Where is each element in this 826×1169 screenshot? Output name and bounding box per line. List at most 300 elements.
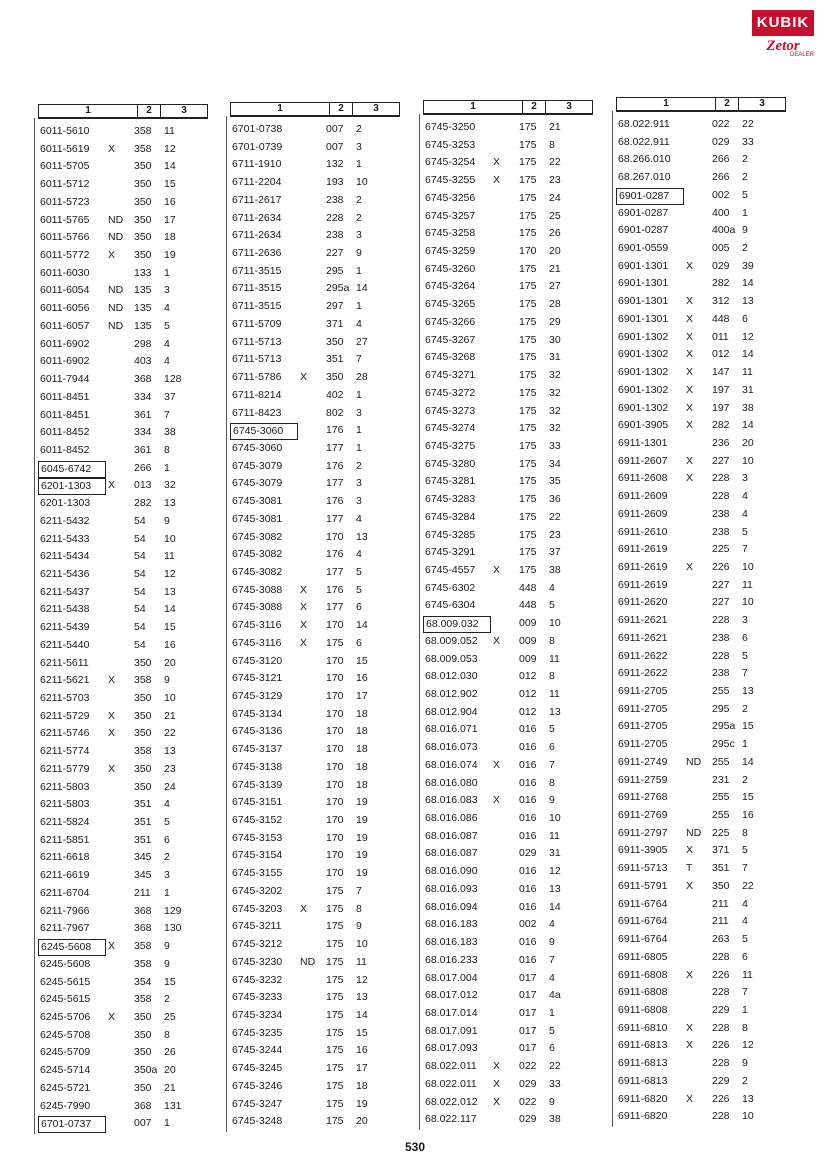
item-ref: 10 xyxy=(742,1110,754,1123)
page-ref: 175 xyxy=(519,457,537,470)
index-row xyxy=(38,1027,208,1045)
item-ref: 38 xyxy=(549,1113,561,1126)
index-row xyxy=(230,139,400,157)
index-row xyxy=(423,580,593,598)
index-row xyxy=(38,796,208,814)
item-ref: 13 xyxy=(356,991,368,1004)
index-row xyxy=(38,903,208,921)
item-ref: 16 xyxy=(356,1044,368,1057)
page-ref: 345 xyxy=(134,869,152,882)
part-number: 6901-0287 xyxy=(618,206,669,219)
index-row xyxy=(423,668,593,686)
part-flag: X xyxy=(108,1010,116,1023)
part-number: 6901-0287 xyxy=(616,188,684,205)
item-ref: 26 xyxy=(549,227,561,240)
item-ref: 15 xyxy=(356,654,368,667)
item-ref: 2 xyxy=(356,211,362,224)
index-row xyxy=(38,389,208,407)
part-number: 6711-1910 xyxy=(232,158,282,171)
item-ref: 38 xyxy=(164,426,176,439)
item-ref: 20 xyxy=(164,1064,176,1077)
item-ref: 18 xyxy=(356,725,368,738)
page-ref: 350 xyxy=(134,1081,152,1094)
header-label-2: 2 xyxy=(137,105,160,117)
item-ref: 21 xyxy=(164,709,176,722)
index-row xyxy=(423,775,593,793)
index-row xyxy=(423,863,593,881)
page-ref: 175 xyxy=(519,280,537,293)
index-row xyxy=(423,420,593,438)
page-ref: 175 xyxy=(326,1115,344,1128)
part-number: 6901-1302 xyxy=(618,383,669,396)
part-flag: X xyxy=(108,762,116,775)
index-row xyxy=(616,400,786,418)
part-number: 6211-5440 xyxy=(40,638,90,651)
part-number: 6911-2622 xyxy=(618,649,668,662)
part-number: 6211-7966 xyxy=(40,904,90,917)
index-row xyxy=(38,1098,208,1116)
part-number: 6911-2797 xyxy=(618,826,668,839)
index-column-1 xyxy=(38,104,208,1133)
index-row xyxy=(230,227,400,245)
index-row xyxy=(230,794,400,812)
page-ref: 175 xyxy=(326,1079,344,1092)
part-number: 68.022.911 xyxy=(618,135,670,148)
index-row xyxy=(616,984,786,1002)
part-number: 6211-5439 xyxy=(40,621,90,634)
part-number: 6901-1302 xyxy=(618,401,669,414)
header-label-3: 3 xyxy=(352,103,399,115)
page-ref: 228 xyxy=(712,472,730,485)
index-row xyxy=(616,1091,786,1109)
part-number: 6745-3291 xyxy=(425,546,476,559)
item-ref: 14 xyxy=(742,348,754,361)
part-number: 68.016.083 xyxy=(425,794,478,807)
index-row xyxy=(423,1076,593,1094)
index-row xyxy=(423,1111,593,1129)
page-ref: 016 xyxy=(519,900,537,913)
item-ref: 19 xyxy=(356,867,368,880)
page-ref: 135 xyxy=(134,302,152,315)
part-flag: X xyxy=(686,383,694,396)
page-ref: 175 xyxy=(519,121,537,133)
part-number: 6211-6704 xyxy=(40,886,90,899)
index-row xyxy=(230,670,400,688)
item-ref: 9 xyxy=(742,1057,748,1070)
part-number: 6911-6820 xyxy=(618,1092,668,1105)
index-row xyxy=(616,825,786,843)
item-ref: 1 xyxy=(356,424,362,437)
page-ref: 133 xyxy=(134,266,152,279)
index-row xyxy=(38,601,208,619)
item-ref: 6 xyxy=(164,833,170,846)
part-number: 6911-2620 xyxy=(618,596,668,609)
index-row xyxy=(423,137,593,155)
part-flag: X xyxy=(493,1060,501,1073)
page-ref: 016 xyxy=(519,776,537,789)
item-ref: 32 xyxy=(549,404,561,417)
page-ref: 358 xyxy=(134,674,152,687)
item-ref: 8 xyxy=(549,776,555,789)
item-ref: 4 xyxy=(549,581,555,594)
index-row xyxy=(38,1044,208,1062)
page-ref: 175 xyxy=(326,902,344,915)
index-row xyxy=(423,491,593,509)
index-row xyxy=(616,541,786,559)
part-number: 6211-5436 xyxy=(40,567,90,580)
part-flag: X xyxy=(686,348,694,361)
index-row xyxy=(230,174,400,192)
item-ref: 13 xyxy=(164,745,176,758)
item-ref: 2 xyxy=(742,171,748,184)
index-row xyxy=(38,725,208,743)
index-row xyxy=(38,212,208,230)
page-ref: 177 xyxy=(326,512,344,525)
index-column-2 xyxy=(230,102,400,1131)
part-number: 6901-1301 xyxy=(618,277,669,290)
part-number: 6211-5611 xyxy=(40,656,89,669)
item-ref: 4 xyxy=(549,918,555,931)
index-row xyxy=(423,208,593,226)
part-number: 6011-6030 xyxy=(40,266,90,279)
part-number: 6745-3266 xyxy=(425,315,476,328)
index-row xyxy=(230,210,400,228)
item-ref: 18 xyxy=(164,231,176,244)
page-ref: 229 xyxy=(712,1074,730,1087)
part-number: 6745-3138 xyxy=(232,760,283,773)
page-ref: 225 xyxy=(712,543,730,556)
page-ref: 238 xyxy=(326,193,344,206)
index-row xyxy=(423,597,593,615)
index-column-4 xyxy=(616,97,786,1126)
page-ref: 282 xyxy=(134,497,152,510)
part-number: 6745-3257 xyxy=(425,209,476,222)
part-number: 6211-6619 xyxy=(40,869,90,882)
part-flag: X xyxy=(686,844,694,857)
index-row xyxy=(423,970,593,988)
item-ref: 19 xyxy=(356,814,368,827)
item-ref: 16 xyxy=(164,195,176,208)
part-flag: X xyxy=(108,479,116,492)
page-ref: 175 xyxy=(326,938,344,951)
index-row xyxy=(230,245,400,263)
item-ref: 14 xyxy=(742,755,754,768)
index-row xyxy=(230,901,400,919)
page-ref: 236 xyxy=(712,436,730,449)
part-flag: T xyxy=(686,862,693,875)
item-ref: 8 xyxy=(742,1021,748,1034)
index-row xyxy=(616,665,786,683)
index-row xyxy=(423,952,593,970)
part-flag: X xyxy=(686,968,694,981)
part-number: 6745-3259 xyxy=(425,245,476,258)
index-row xyxy=(38,282,208,300)
index-row xyxy=(38,743,208,761)
part-number: 68.016.090 xyxy=(425,865,478,878)
part-number: 6045-6742 xyxy=(38,461,106,478)
page-ref: 226 xyxy=(712,968,730,981)
item-ref: 12 xyxy=(356,973,368,986)
item-ref: 31 xyxy=(742,383,754,396)
part-flag: X xyxy=(300,583,308,596)
index-row xyxy=(38,1009,208,1027)
index-row xyxy=(38,442,208,460)
page-ref: 175 xyxy=(326,884,344,897)
item-ref: 5 xyxy=(356,583,362,596)
index-row xyxy=(616,524,786,542)
page-ref: 175 xyxy=(326,1062,344,1075)
index-row xyxy=(230,954,400,972)
index-row xyxy=(423,828,593,846)
index-row xyxy=(616,382,786,400)
part-number: 6711-2617 xyxy=(232,193,282,206)
item-ref: 15 xyxy=(356,1026,368,1039)
page-ref: 371 xyxy=(712,844,730,857)
item-ref: 11 xyxy=(742,968,753,981)
item-ref: 3 xyxy=(742,472,748,485)
page-ref: 170 xyxy=(519,245,537,258)
item-ref: 4 xyxy=(164,798,170,811)
part-number: 6245-5706 xyxy=(40,1010,91,1023)
page-ref: 295 xyxy=(712,702,730,715)
index-row xyxy=(38,548,208,566)
index-row xyxy=(230,1113,400,1131)
item-ref: 13 xyxy=(549,882,561,895)
part-number: 6011-5712 xyxy=(40,178,90,191)
item-ref: 3 xyxy=(164,869,170,882)
index-row xyxy=(616,205,786,223)
part-number: 68.022.117 xyxy=(425,1113,477,1126)
index-row xyxy=(616,789,786,807)
index-row xyxy=(230,847,400,865)
index-row xyxy=(38,1080,208,1098)
page-ref: 54 xyxy=(134,567,146,580)
index-row xyxy=(230,440,400,458)
page-ref: 350 xyxy=(326,335,344,348)
page-ref: 009 xyxy=(519,617,537,630)
index-row xyxy=(38,495,208,513)
item-ref: 7 xyxy=(549,953,555,966)
part-number: 6711-2204 xyxy=(232,176,282,189)
page-ref: 016 xyxy=(519,882,537,895)
page-ref: 175 xyxy=(519,209,537,222)
item-ref: 34 xyxy=(549,457,561,470)
page-ref: 282 xyxy=(712,277,730,290)
page-ref: 400a xyxy=(712,224,736,237)
part-number: 6745-3082 xyxy=(232,565,283,578)
column-divider xyxy=(419,114,420,1130)
part-number: 6911-5791 xyxy=(618,879,668,892)
part-flag: X xyxy=(686,1021,694,1034)
page-ref: 170 xyxy=(326,743,344,756)
part-flag: X xyxy=(108,249,116,262)
part-number: 68.016.073 xyxy=(425,741,478,754)
item-ref: 12 xyxy=(549,865,561,878)
part-flag: X xyxy=(300,371,308,384)
item-ref: 27 xyxy=(549,280,561,293)
part-number: 68.016.087 xyxy=(425,829,478,842)
page-ref: 005 xyxy=(712,242,730,255)
part-flag: X xyxy=(686,879,694,892)
item-ref: 4 xyxy=(742,490,748,503)
item-ref: 16 xyxy=(742,809,754,822)
part-number: 6745-3275 xyxy=(425,439,476,452)
page-ref: 175 xyxy=(519,563,537,576)
part-number: 6911-6764 xyxy=(618,915,668,928)
item-ref: 4 xyxy=(742,507,748,520)
item-ref: 5 xyxy=(549,723,555,736)
page-ref: 228 xyxy=(712,614,730,627)
item-ref: 13 xyxy=(742,295,754,308)
page-ref: 238 xyxy=(712,507,730,520)
item-ref: 33 xyxy=(549,439,561,452)
index-row xyxy=(616,630,786,648)
item-ref: 19 xyxy=(356,1097,368,1110)
part-number: 6745-3203 xyxy=(232,902,283,915)
part-flag: X xyxy=(108,727,116,740)
page-ref: 016 xyxy=(519,953,537,966)
part-number: 6911-6813 xyxy=(618,1074,668,1087)
index-row xyxy=(230,475,400,493)
page-ref: 228 xyxy=(712,1057,730,1070)
part-flag: X xyxy=(493,794,501,807)
part-number: 6745-3256 xyxy=(425,191,476,204)
item-ref: 13 xyxy=(549,705,561,718)
page-ref: 176 xyxy=(326,459,344,472)
part-number: 6211-5433 xyxy=(40,532,90,545)
part-number: 6745-3082 xyxy=(232,548,283,561)
item-ref: 10 xyxy=(549,617,561,630)
item-ref: 22 xyxy=(549,510,561,523)
page-ref: 350 xyxy=(134,709,152,722)
page-ref: 266 xyxy=(712,153,730,166)
index-row xyxy=(38,123,208,141)
item-ref: 2 xyxy=(742,773,748,786)
part-flag: X xyxy=(493,634,501,647)
index-row xyxy=(38,1062,208,1080)
item-ref: 32 xyxy=(549,386,561,399)
page-ref: 016 xyxy=(519,723,537,736)
column-divider xyxy=(34,118,35,1134)
part-number: 68.022.911 xyxy=(618,118,670,130)
item-ref: 23 xyxy=(549,528,561,541)
part-number: 6245-5721 xyxy=(40,1081,91,1094)
item-ref: 16 xyxy=(356,672,368,685)
page-ref: 175 xyxy=(519,156,537,169)
part-number: 6911-6805 xyxy=(618,950,668,963)
item-ref: 25 xyxy=(549,209,561,222)
page-ref: 013 xyxy=(134,479,152,492)
item-ref: 12 xyxy=(164,567,176,580)
item-ref: 5 xyxy=(164,816,170,829)
page-ref: 170 xyxy=(326,796,344,809)
part-flag: X xyxy=(686,1039,694,1052)
part-number: 6745-6304 xyxy=(425,599,476,612)
page-ref: 255 xyxy=(712,685,730,697)
item-ref: 25 xyxy=(164,1010,176,1023)
item-ref: 20 xyxy=(549,245,561,258)
item-ref: 4 xyxy=(742,897,748,910)
part-number: 6901-1302 xyxy=(618,366,669,379)
item-ref: 23 xyxy=(549,174,561,187)
index-row xyxy=(423,810,593,828)
index-row xyxy=(616,718,786,736)
page-ref: 197 xyxy=(712,401,730,414)
item-ref: 3 xyxy=(356,477,362,490)
item-ref: 11 xyxy=(164,550,175,563)
page-ref: 350 xyxy=(134,231,152,244)
item-ref: 17 xyxy=(164,213,176,226)
part-number: 68.016.233 xyxy=(425,953,478,966)
item-ref: 4 xyxy=(549,971,555,984)
page-ref: 298 xyxy=(134,337,152,350)
index-row xyxy=(230,351,400,369)
item-ref: 5 xyxy=(549,1024,555,1037)
index-row xyxy=(38,584,208,602)
index-row xyxy=(38,424,208,442)
part-flag: ND xyxy=(108,213,124,226)
index-row xyxy=(616,506,786,524)
item-ref: 18 xyxy=(356,707,368,720)
item-ref: 29 xyxy=(549,315,561,328)
page-ref: 175 xyxy=(519,351,537,364)
item-ref: 7 xyxy=(356,353,362,366)
part-number: 68.009.053 xyxy=(425,652,478,665)
page-ref: 177 xyxy=(326,441,344,454)
item-ref: 4 xyxy=(356,548,362,561)
item-ref: 1 xyxy=(164,1117,170,1130)
part-number: 6745-3272 xyxy=(425,386,476,399)
page-ref: 238 xyxy=(326,229,344,242)
part-number: 6745-3235 xyxy=(232,1026,283,1039)
header-label-1: 1 xyxy=(663,98,669,109)
column-divider xyxy=(226,116,227,1132)
index-row xyxy=(423,190,593,208)
index-row xyxy=(423,438,593,456)
item-ref: 1 xyxy=(356,388,362,401)
index-row xyxy=(616,736,786,754)
item-ref: 2 xyxy=(742,242,748,255)
page-ref: 312 xyxy=(712,295,730,308)
index-row xyxy=(230,723,400,741)
item-ref: 11 xyxy=(742,366,753,379)
item-ref: 129 xyxy=(164,904,182,917)
page-ref: 017 xyxy=(519,1024,537,1037)
item-ref: 9 xyxy=(356,247,362,260)
index-row xyxy=(423,296,593,314)
part-flag: ND xyxy=(300,955,316,968)
part-number: 6211-7967 xyxy=(40,922,90,935)
item-ref: 24 xyxy=(164,780,176,793)
item-ref: 32 xyxy=(549,422,561,435)
item-ref: 21 xyxy=(549,262,561,275)
part-number: 6911-5713 xyxy=(618,862,668,875)
part-number: 6011-7944 xyxy=(40,373,90,386)
page-ref: 802 xyxy=(326,406,344,419)
index-row xyxy=(423,916,593,934)
index-row xyxy=(230,812,400,830)
part-number: 68.266.010 xyxy=(618,153,671,166)
item-ref: 10 xyxy=(356,938,368,951)
page-ref: 135 xyxy=(134,319,152,332)
item-ref: 7 xyxy=(742,543,748,556)
item-ref: 12 xyxy=(164,142,176,155)
part-number: 6745-3202 xyxy=(232,884,283,897)
page-ref: 176 xyxy=(326,548,344,561)
index-row xyxy=(423,314,593,332)
item-ref: 2 xyxy=(742,702,748,715)
item-ref: 24 xyxy=(549,191,561,204)
